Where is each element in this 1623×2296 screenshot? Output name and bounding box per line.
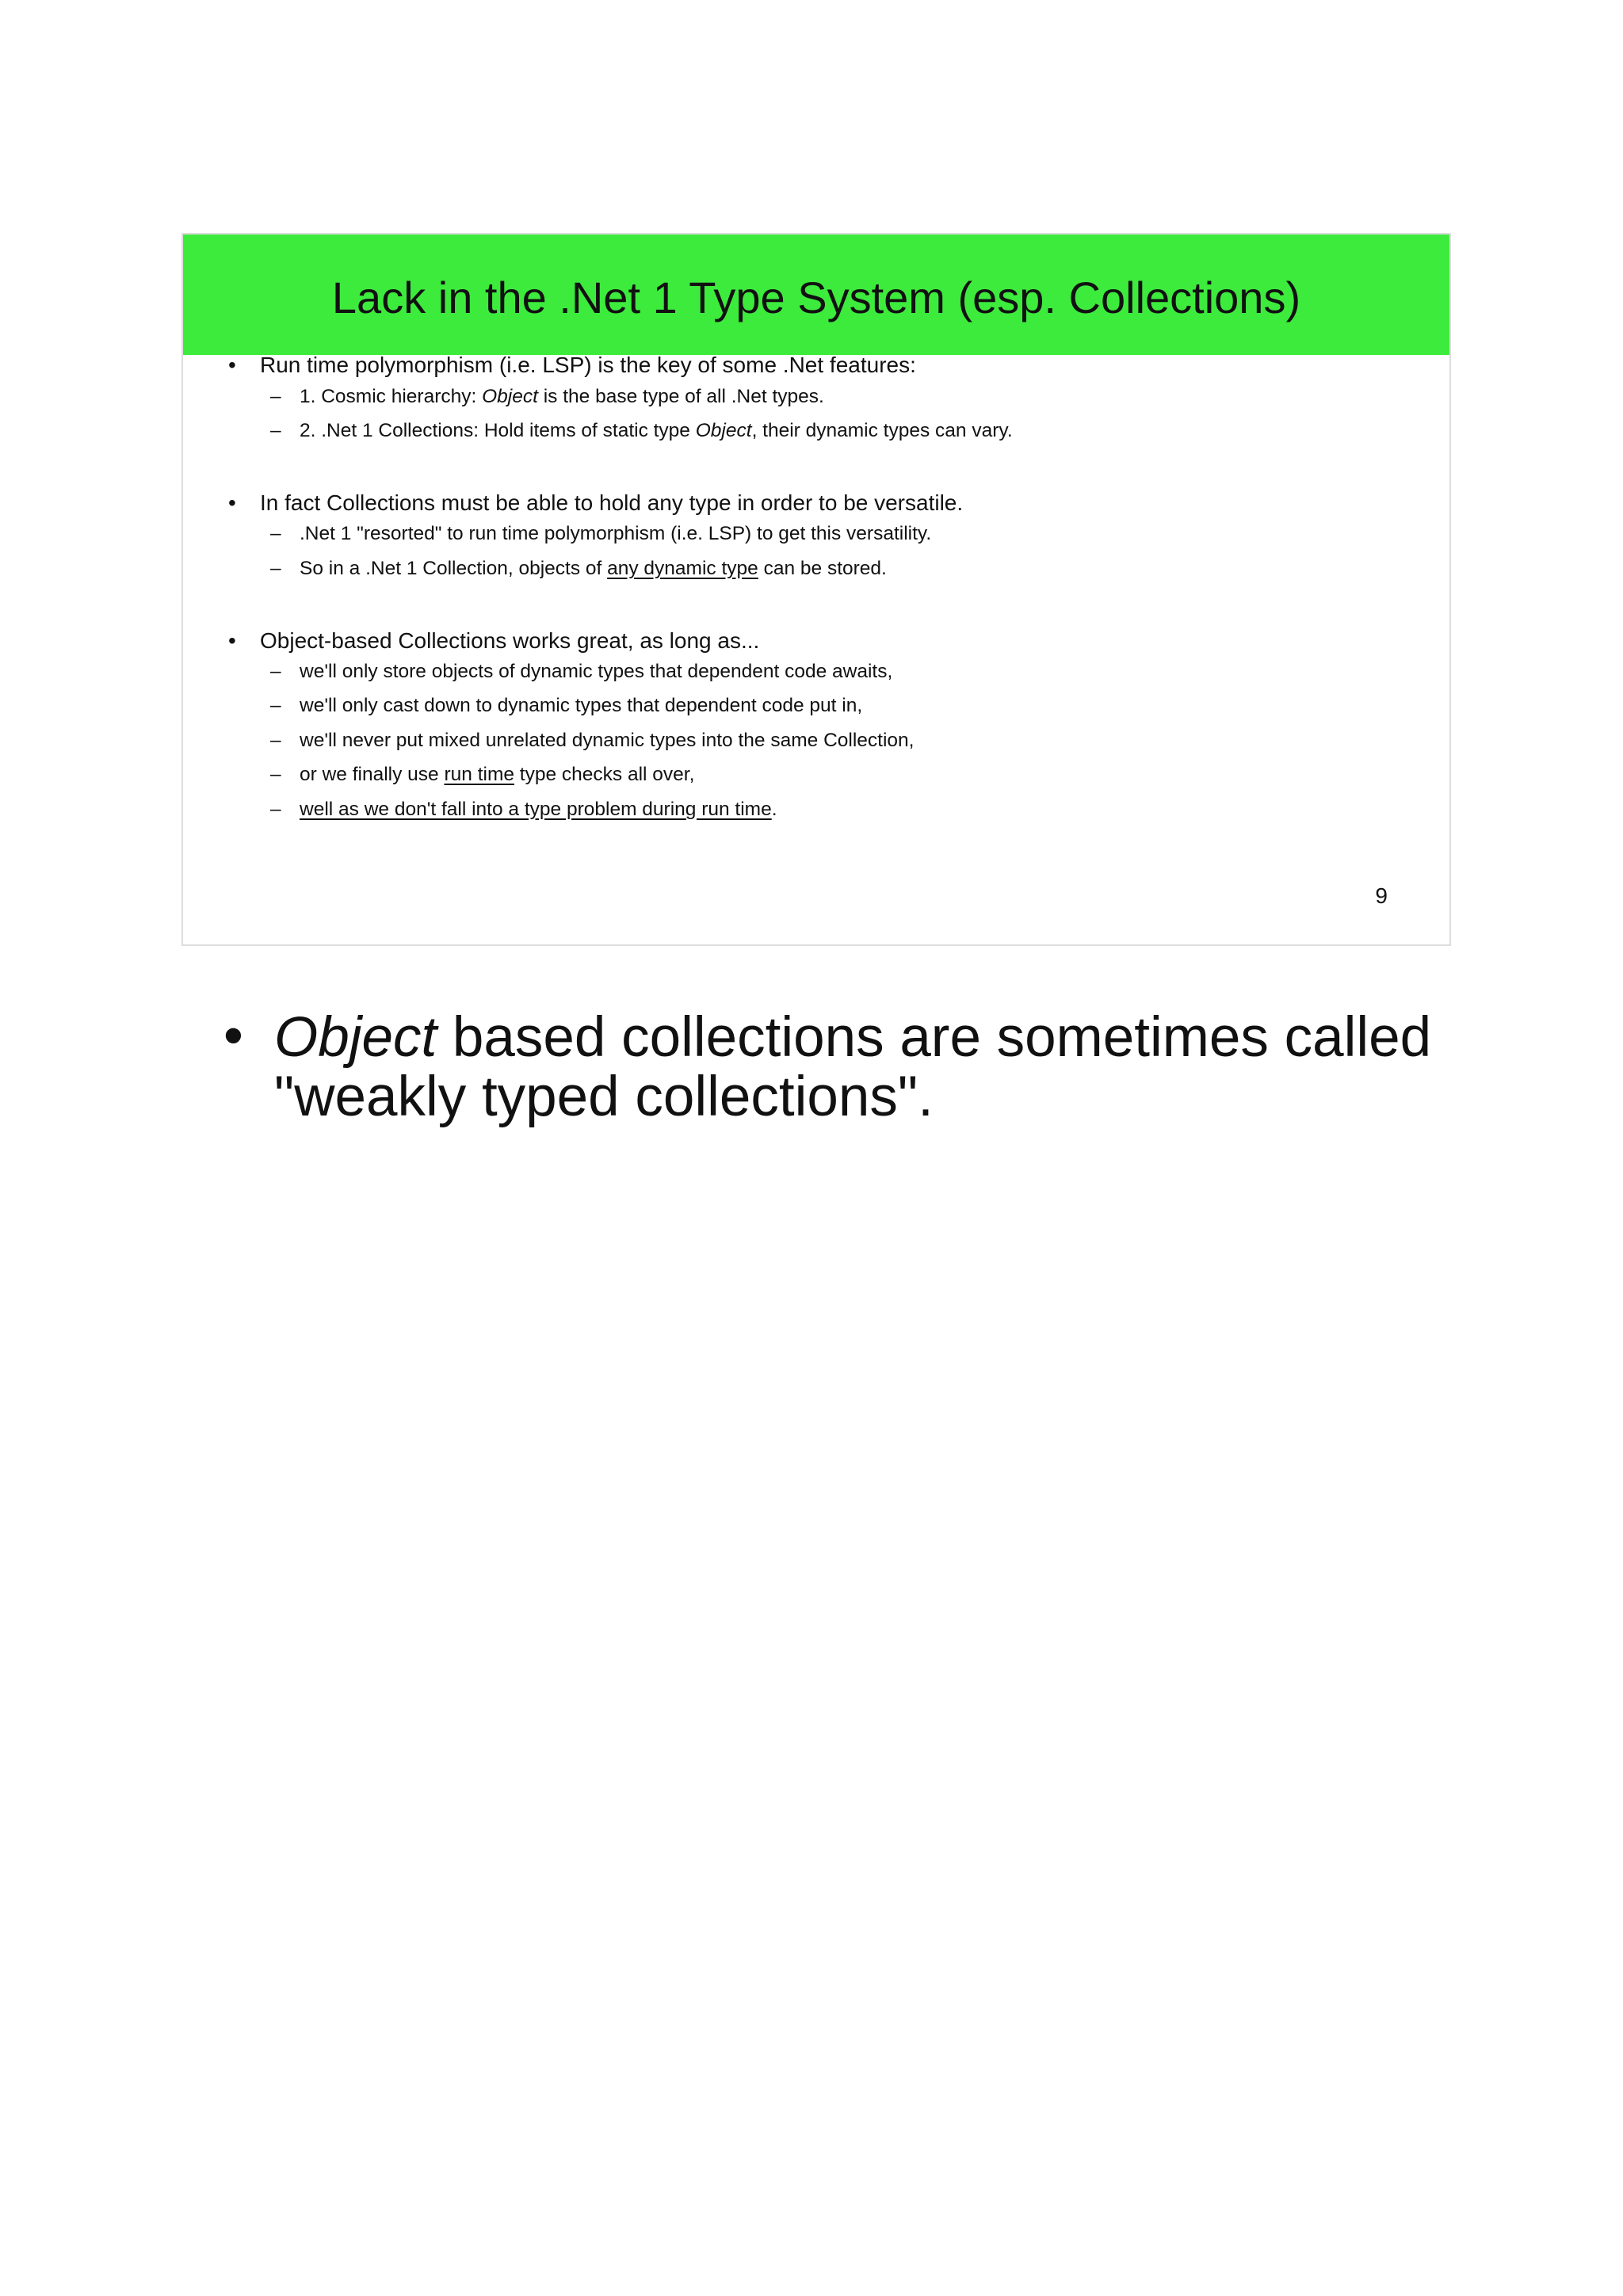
sub-item [270, 729, 915, 753]
sub-dash: – [270, 523, 281, 544]
sub-text: type checks all over, [514, 764, 695, 785]
sub-text: we'll never put mixed unrelated dynamic types into the same Collection, [300, 730, 915, 751]
sub-text: we'll only cast down to dynamic types that dependent code put in, [300, 695, 863, 716]
sub-text: can be stored. [758, 558, 887, 579]
sub-emphasis: Object [695, 420, 752, 441]
note-emphasis: Object [274, 1006, 437, 1069]
slide [181, 233, 1451, 946]
sub-item [270, 557, 887, 581]
sub-text: .Net 1 "resorted" to run time polymorphism (i.e. LSP) to get this versatility. [300, 523, 932, 544]
sub-dash: – [270, 764, 281, 785]
sub-dash: – [270, 420, 281, 441]
sub-underlined: run time [444, 764, 514, 785]
sub-dash: – [270, 661, 281, 682]
sub-emphasis: Object [482, 386, 538, 407]
sub-item [270, 694, 863, 718]
sub-item [270, 660, 893, 684]
slide-header [183, 235, 1449, 355]
sub-dash: – [270, 695, 281, 716]
sub-text: 1. Cosmic hierarchy: [300, 386, 483, 407]
sub-underlined: well as we don't fall into a type problem during run time [300, 799, 772, 820]
bullet-item [228, 627, 760, 654]
bullet-dot: • [228, 628, 236, 653]
speaker-note [223, 1005, 1510, 1128]
sub-dash: – [270, 558, 281, 579]
bullet-text: Object-based Collections works great, as long as... [260, 628, 760, 653]
bullet-item [228, 352, 916, 379]
slide-title: Lack in the .Net 1 Type System (esp. Collections) [331, 273, 1301, 322]
sub-dash: – [270, 730, 281, 751]
sub-item [270, 385, 824, 409]
note-text: based collections are sometimes called "weakly typed collections". [274, 1006, 1432, 1128]
sub-text: or we finally use [300, 764, 445, 785]
page-number: 9 [1375, 883, 1388, 908]
sub-dash: – [270, 799, 281, 820]
sub-underlined: any dynamic type [607, 558, 758, 579]
bullet-dot: • [228, 490, 236, 515]
bullet-item [228, 490, 964, 517]
bullet-dot: • [228, 353, 236, 377]
sub-text: we'll only store objects of dynamic types that dependent code awaits, [300, 661, 893, 682]
sub-text: So in a .Net 1 Collection, objects of [300, 558, 608, 579]
sub-dash: – [270, 386, 281, 407]
note-bullet-dot: • [223, 1005, 243, 1067]
sub-item [270, 522, 932, 546]
sub-item [270, 419, 1013, 443]
sub-text: , their dynamic types can vary. [751, 420, 1013, 441]
sub-text: is the base type of all .Net types. [537, 386, 824, 407]
sub-item [270, 798, 777, 822]
sub-text: 2. .Net 1 Collections: Hold items of static type [300, 420, 696, 441]
bullet-text: Run time polymorphism (i.e. LSP) is the key of some .Net features: [260, 353, 916, 377]
sub-item [270, 763, 695, 787]
sub-text: . [771, 799, 777, 820]
bullet-text: In fact Collections must be able to hold any type in order to be versatile. [260, 490, 964, 515]
